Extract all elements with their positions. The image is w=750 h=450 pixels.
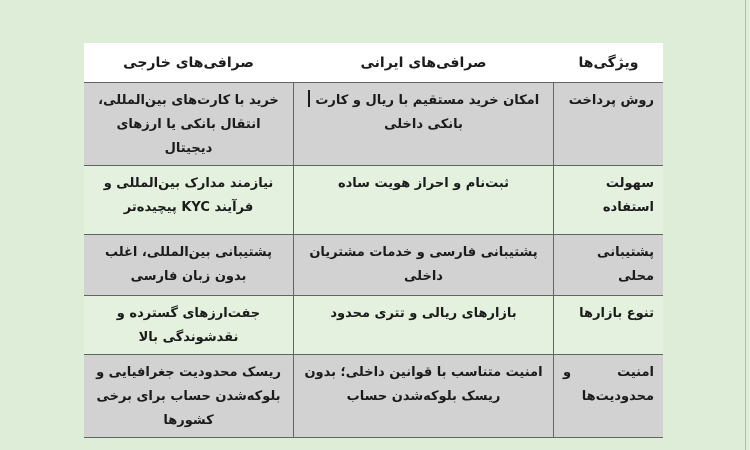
iranian-cell-ease-of-use: ثبت‌نام و احراز هویت ساده xyxy=(293,166,554,234)
feature-cell-local-support: پشتیبانی محلی xyxy=(597,245,654,284)
header-label-features: ویژگی‌ها xyxy=(578,54,639,71)
exchange-comparison-table xyxy=(84,43,663,438)
feature-cell-payment-method: روش پرداخت xyxy=(568,93,654,108)
table-row-ease-of-use xyxy=(84,166,663,235)
header-label-iranian-exchanges: صرافی‌های ایرانی xyxy=(360,54,487,71)
header-label-foreign-exchanges: صرافی‌های خارجی xyxy=(123,54,254,71)
feature-cell-market-variety: تنوع بازارها xyxy=(579,306,654,321)
iranian-cell-security-restrictions: امنیت متناسب با قوانین داخلی؛ بدون ریسک بلوکه‌شدن حساب xyxy=(293,355,554,437)
feature-cell-security-restrictions: امنیت و محدودیت‌ها xyxy=(563,365,654,404)
iranian-cell-payment-method[interactable] xyxy=(293,83,554,165)
foreign-cell-market-variety: جفت‌ارزهای گسترده و نقدشوندگی بالا xyxy=(116,306,261,345)
iranian-cell-market-variety: بازارهای ریالی و تتری محدود xyxy=(293,296,554,354)
header-cell-foreign-exchanges xyxy=(84,43,293,82)
table-row-payment-method xyxy=(84,83,663,166)
foreign-cell-security-restrictions: ریسک محدودیت جغرافیایی و بلوکه‌شدن حساب برای برخی کشورها xyxy=(96,365,281,428)
foreign-cell-local-support: پشتیبانی بین‌المللی، اغلب بدون زبان فارسی xyxy=(104,245,273,284)
table-row-local-support xyxy=(84,235,663,296)
header-cell-iranian-exchanges xyxy=(293,43,554,82)
iranian-payment-text-after-cursor: بانکی داخلی xyxy=(384,117,463,132)
table-header-row xyxy=(84,43,663,83)
table-row-security-restrictions xyxy=(84,355,663,438)
foreign-cell-payment-method: خرید با کارت‌های بین‌المللی، انتقال بانکی یا ارزهای دیجیتال xyxy=(98,93,279,156)
header-cell-features xyxy=(554,43,663,82)
foreign-cell-ease-of-use: نیازمند مدارک بین‌المللی و فرآیند KYC پیچیده‌تر xyxy=(103,176,274,215)
window-edge-line xyxy=(745,0,746,450)
text-cursor xyxy=(308,90,310,107)
iranian-cell-local-support: پشتیبانی فارسی و خدمات مشتریان داخلی xyxy=(293,235,554,295)
table-row-market-variety xyxy=(84,296,663,355)
iranian-payment-text-before-cursor: امکان خرید مستقیم با ریال و کارت xyxy=(310,93,540,108)
feature-cell-ease-of-use: سهولت استفاده xyxy=(602,176,654,215)
